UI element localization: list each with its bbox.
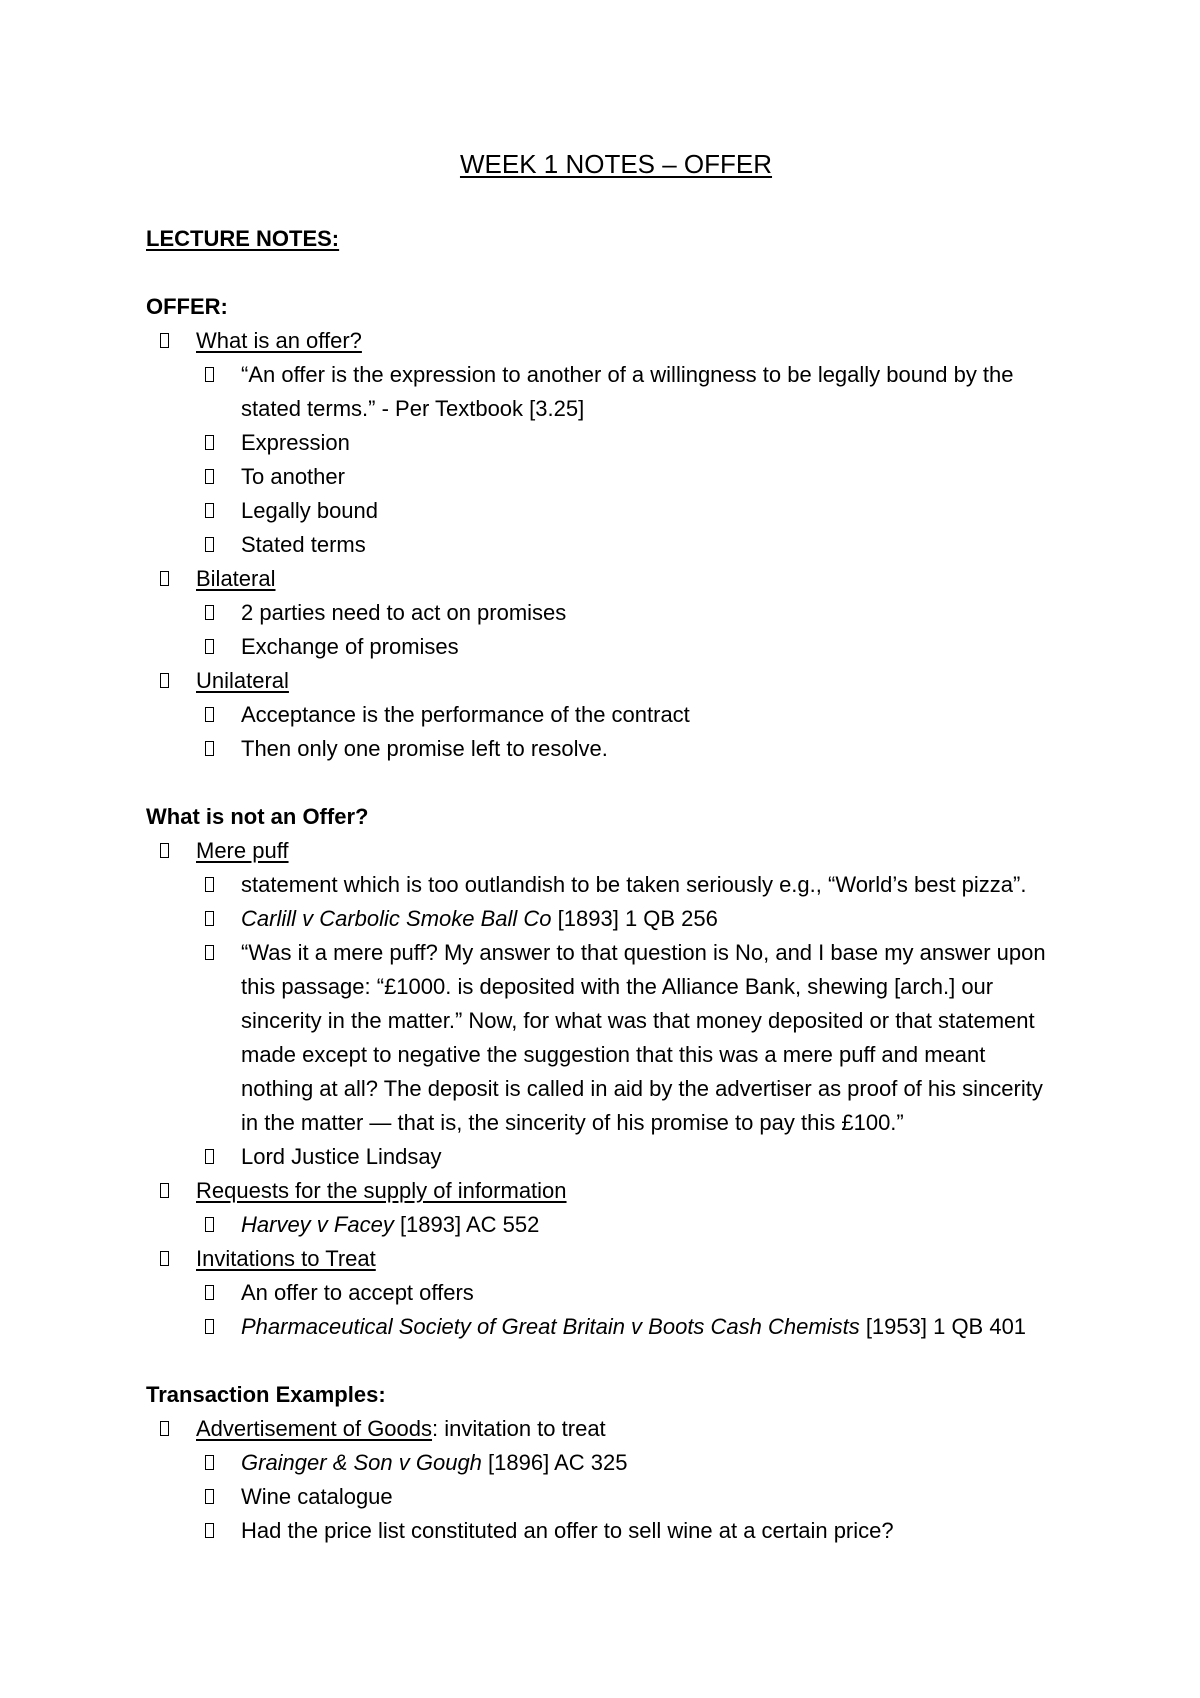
bullet-icon [160, 1183, 169, 1198]
list-item [146, 460, 1076, 494]
bullet-icon [160, 571, 169, 586]
list-item-text: Had the price list constituted an offer to sell wine at a certain price? [241, 1518, 894, 1543]
list-item [146, 630, 1076, 664]
invitations-label: Invitations to Treat [196, 1246, 376, 1271]
mere-puff-label: Mere puff [196, 838, 289, 863]
bullet-icon [205, 469, 214, 484]
bullet-icon [205, 741, 214, 756]
list-item [146, 868, 1076, 902]
list-item-text: To another [241, 464, 345, 489]
list-item [146, 834, 1076, 868]
case-citation: [1896] AC 325 [481, 1450, 628, 1475]
offer-definition-line: “An offer is the expression to another of a willingness to be legally bound by the [241, 362, 1014, 387]
quote-line: nothing at all? The deposit is called in aid by the advertiser as proof of his sincerity [241, 1076, 1043, 1101]
list-item-continuation [146, 1004, 1076, 1038]
not-offer-heading: What is not an Offer? [146, 804, 369, 829]
bullet-icon [160, 673, 169, 688]
quote-line: “Was it a mere puff? My answer to that question is No, and I base my answer upon [241, 940, 1046, 965]
list-item-text: Stated terms [241, 532, 366, 557]
quote-line: in the matter — that is, the sincerity of his promise to pay this £100.” [241, 1110, 904, 1135]
list-item-text: statement which is too outlandish to be taken seriously e.g., “World’s best pizza”. [241, 872, 1027, 897]
list-item [146, 324, 1076, 358]
lecture-notes-heading: LECTURE NOTES: [146, 226, 340, 251]
list-item [146, 1276, 1076, 1310]
list-item [146, 1412, 1076, 1446]
bullet-icon [205, 639, 214, 654]
list-item [146, 528, 1076, 562]
bullet-icon [160, 843, 169, 858]
list-item-text: Expression [241, 430, 350, 455]
list-item-continuation [146, 1106, 1076, 1140]
list-item-text: 2 parties need to act on promises [241, 600, 567, 625]
case-citation: [1953] 1 QB 401 [859, 1314, 1027, 1339]
list-item [146, 1480, 1076, 1514]
list-item-continuation [146, 970, 1076, 1004]
list-item [146, 1242, 1076, 1276]
list-item [146, 732, 1076, 766]
what-is-offer-label: What is an offer? [196, 328, 362, 353]
list-item-text: An offer to accept offers [241, 1280, 474, 1305]
list-item [146, 494, 1076, 528]
bilateral-label: Bilateral [196, 566, 276, 591]
bullet-icon [205, 911, 214, 926]
bullet-icon [205, 1149, 214, 1164]
bullet-icon [205, 945, 214, 960]
list-item [146, 426, 1076, 460]
transactions-heading: Transaction Examples: [146, 1382, 386, 1407]
quote-line: sincerity in the matter.” Now, for what was that money deposited or that statement [241, 1008, 1035, 1033]
bullet-icon [205, 605, 214, 620]
bullet-icon [205, 537, 214, 552]
bullet-icon [205, 1217, 214, 1232]
offer-heading: OFFER: [146, 294, 228, 319]
list-item [146, 698, 1076, 732]
document-title: WEEK 1 NOTES – OFFER [459, 149, 773, 179]
list-item [146, 562, 1076, 596]
list-item [146, 596, 1076, 630]
bullet-icon [160, 333, 169, 348]
list-item-continuation [146, 392, 1076, 426]
list-item-text: Legally bound [241, 498, 379, 523]
advertisement-suffix: : invitation to treat [432, 1416, 606, 1441]
requests-label: Requests for the supply of information [196, 1178, 567, 1203]
case-citation: [1893] 1 QB 256 [551, 906, 718, 931]
bullet-icon [205, 367, 214, 382]
quote-line: made except to negative the suggestion that this was a mere puff and meant [241, 1042, 986, 1067]
list-item [146, 1208, 1076, 1242]
list-item [146, 1174, 1076, 1208]
list-item-text: Then only one promise left to resolve. [241, 736, 608, 761]
bullet-icon [205, 707, 214, 722]
quote-line: this passage: “£1000. is deposited with the Alliance Bank, shewing [arch.] our [241, 974, 994, 999]
list-item [146, 1310, 1076, 1344]
case-name: Carlill v Carbolic Smoke Ball Co [241, 906, 552, 931]
advertisement-label: Advertisement of Goods [196, 1416, 433, 1441]
list-item-text: Exchange of promises [241, 634, 459, 659]
document-page [146, 146, 1076, 1548]
case-name: Pharmaceutical Society of Great Britain v Boots Cash Chemists [241, 1314, 860, 1339]
bullet-icon [205, 1489, 214, 1504]
list-item [146, 902, 1076, 936]
bullet-icon [205, 1285, 214, 1300]
list-item [146, 1446, 1076, 1480]
case-name: Harvey v Facey [241, 1212, 394, 1237]
case-citation: [1893] AC 552 [393, 1212, 540, 1237]
bullet-icon [160, 1251, 169, 1266]
offer-definition-line: stated terms.” - Per Textbook [3.25] [241, 396, 585, 421]
list-item [146, 664, 1076, 698]
bullet-icon [205, 877, 214, 892]
list-item [146, 936, 1076, 970]
case-name: Grainger & Son v Gough [241, 1450, 482, 1475]
bullet-icon [205, 503, 214, 518]
unilateral-label: Unilateral [196, 668, 289, 693]
list-item [146, 1140, 1076, 1174]
bullet-icon [160, 1421, 169, 1436]
bullet-icon [205, 1455, 214, 1470]
list-item [146, 1514, 1076, 1548]
list-item-text: Wine catalogue [241, 1484, 393, 1509]
bullet-icon [205, 1523, 214, 1538]
list-item-continuation [146, 1072, 1076, 1106]
list-item-continuation [146, 1038, 1076, 1072]
judge-name: Lord Justice Lindsay [241, 1144, 442, 1169]
list-item-text: Acceptance is the performance of the contract [241, 702, 690, 727]
bullet-icon [205, 435, 214, 450]
bullet-icon [205, 1319, 214, 1334]
list-item [146, 358, 1076, 392]
